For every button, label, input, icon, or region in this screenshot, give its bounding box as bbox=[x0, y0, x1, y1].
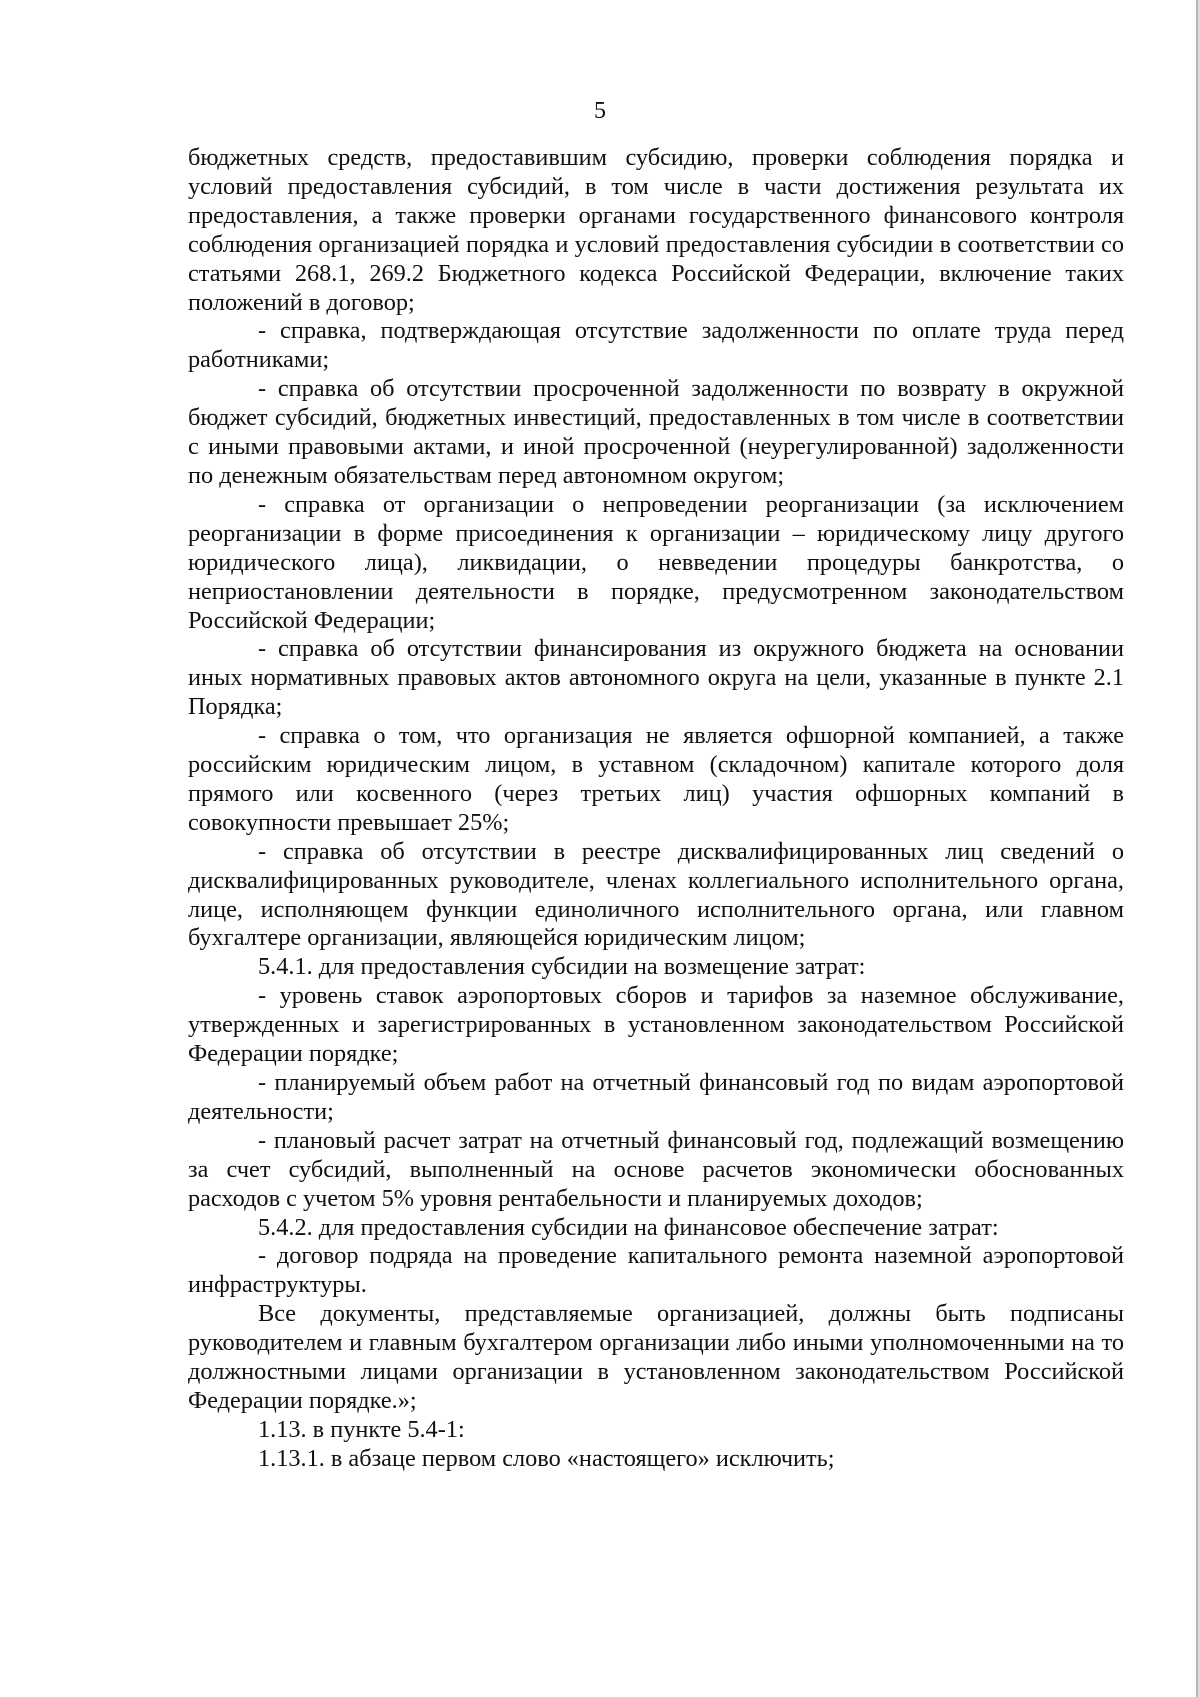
paragraph-item: - справка об отсутствии просроченной задолженности по возврату в окружной бюджет субсидий, бюджетных инвестиций, предоставленных в том числе в соответствии с иными правовыми актами, и иной просроченной (неурегулированной) задолженности по денежным обязательствам перед автономном округом; bbox=[188, 375, 1124, 489]
paragraph-continuation: бюджетных средств, предоставившим субсидию, проверки соблюдения порядка и условий предоставления субсидий, в том числе в части достижения результата их предоставления, а также проверки органами государственного финансового контроля соблюдения организацией порядка и условий предоставления субсидии в соответствии со статьями 268.1, 269.2 Бюджетного кодекса Российской Федерации, включение таких положений в договор; bbox=[188, 144, 1124, 316]
paragraph-item: - справка от организации о непроведении реорганизации (за исключением реорганизации в форме присоединения к организации – юридическому лицу другого юридического лица), ликвидации, о невведении процедуры банкротства, о неприостановлении деятельности в порядке, предусмотренном законодательством Российской Федерации; bbox=[188, 490, 1124, 634]
paragraph-item: - договор подряда на проведение капитального ремонта наземной аэропортовой инфраструктуры. bbox=[188, 1242, 1124, 1299]
paragraph-item: - справка об отсутствии в реестре дисквалифицированных лиц сведений о дисквалифицированных руководителе, членах коллегиального исполнительного органа, лице, исполняющем функции единоличного исполнительного органа, или главном бухгалтере организации, являющейся юридическим лицом; bbox=[188, 837, 1124, 952]
paragraph-subsection: 5.4.1. для предоставления субсидии на возмещение затрат: bbox=[258, 953, 866, 981]
paragraph-subsection: 1.13.1. в абзаце первом слово «настоящего» исключить; bbox=[258, 1444, 835, 1472]
paragraph-item: - справка, подтверждающая отсутствие задолженности по оплате труда перед работниками; bbox=[188, 317, 1124, 374]
paragraph-subsection: 1.13. в пункте 5.4-1: bbox=[258, 1415, 465, 1443]
paragraph-item: - справка о том, что организация не является офшорной компанией, а также российским юридическим лицом, в уставном (складочном) капитале которого доля прямого или косвенного (через третьих лиц) участия офшорных компаний в совокупности превышает 25%; bbox=[188, 722, 1124, 836]
document-body bbox=[188, 144, 1124, 1474]
paragraph-subsection: 5.4.2. для предоставления субсидии на финансовое обеспечение затрат: bbox=[258, 1213, 999, 1241]
paragraph-closing: Все документы, представляемые организацией, должны быть подписаны руководителем и главным бухгалтером организации либо иными уполномоченными на то должностными лицами организации в установленном законодательством Российской Федерации порядке.»; bbox=[188, 1300, 1124, 1414]
paragraph-item: - плановый расчет затрат на отчетный финансовый год, подлежащий возмещению за счет субсидий, выполненный на основе расчетов экономически обоснованных расходов с учетом 5% уровня рентабельности и планируемых доходов; bbox=[188, 1126, 1124, 1212]
paragraph-item: - справка об отсутствии финансирования из окружного бюджета на основании иных нормативных правовых актов автономного округа на цели, указанные в пункте 2.1 Порядка; bbox=[188, 635, 1124, 721]
paragraph-item: - уровень ставок аэропортовых сборов и тарифов за наземное обслуживание, утвержденных и зарегистрированных в установленном законодательством Российской Федерации порядке; bbox=[188, 982, 1124, 1068]
page-number: 5 bbox=[594, 98, 606, 124]
paragraph-item: - планируемый объем работ на отчетный финансовый год по видам аэропортовой деятельности; bbox=[188, 1069, 1124, 1125]
